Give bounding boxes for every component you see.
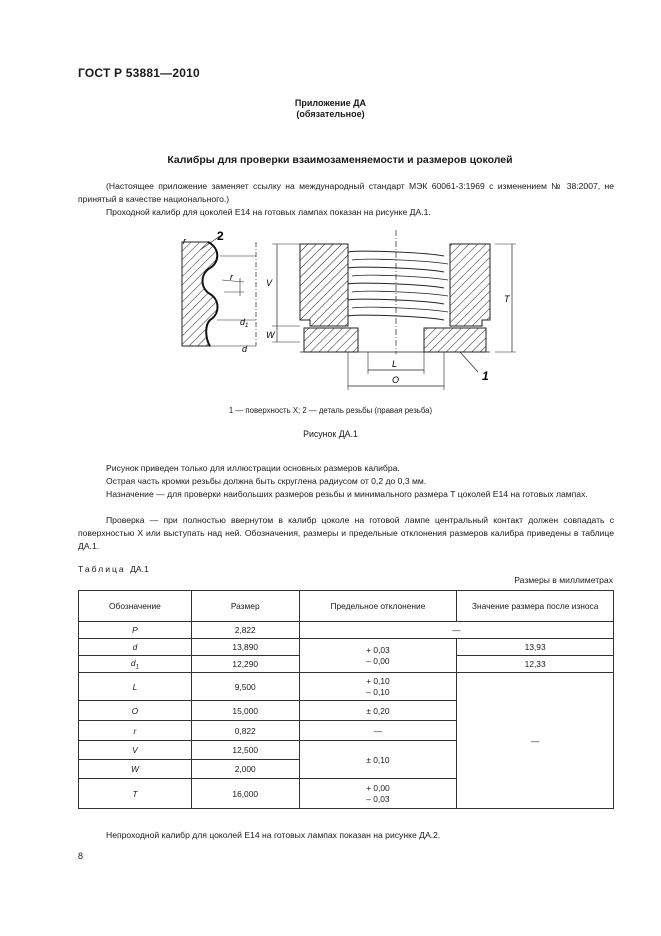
label-t: T <box>504 294 510 304</box>
cell-size: 15,000 <box>191 701 299 721</box>
table-header-row <box>79 591 614 622</box>
cell-size: 9,500 <box>191 673 299 701</box>
page-number: 8 <box>78 851 84 861</box>
label-d: d <box>242 344 248 354</box>
cell-symbol: P <box>79 622 192 639</box>
dimensions-table <box>78 590 614 809</box>
cell-symbol: r <box>79 721 192 741</box>
cell-deviation: ± 0,20 <box>299 701 457 721</box>
cell-size: 12,290 <box>191 656 299 673</box>
table-units: Размеры в миллиметрах <box>514 575 613 585</box>
label-r-top: r <box>183 236 186 246</box>
header-designation: Обозначение <box>79 591 192 622</box>
cell-size: 0,822 <box>191 721 299 741</box>
thread-detail <box>182 236 256 346</box>
cell-deviation: ± 0,10 <box>299 741 457 779</box>
label-1: 1 <box>482 369 489 383</box>
cell-wear: 13,93 <box>457 639 614 656</box>
intro-note: (Настоящее приложение заменяет ссылку на международный стандарт МЭК 60061-3:1969 с изменением № 38:2007, не принятый в качестве национального.) <box>78 181 614 204</box>
cell-wear: — <box>457 673 614 809</box>
header-size: Размер <box>191 591 299 622</box>
gauge-drawing <box>160 222 540 400</box>
cell-deviation: + 0,03 – 0,00 <box>299 639 457 673</box>
label-d1: $d_1$ <box>240 317 249 329</box>
cell-size: 12,500 <box>191 741 299 760</box>
body-paragraph-3: Назначение — для проверки наибольших размеров резьбы и минимального размера T цоколей Е14 на готовых лампах. <box>106 489 588 499</box>
cell-deviation: + 0,00 – 0,03 <box>299 779 457 809</box>
cell-symbol: $d_1$ <box>79 656 192 673</box>
cell-deviation: — <box>299 622 613 639</box>
label-w: W <box>266 330 275 340</box>
header-deviation: Предельное отклонение <box>299 591 457 622</box>
section-title: Калибры для проверки взаимозаменяемости и размеров цоколей <box>167 154 513 166</box>
cell-symbol: O <box>79 701 192 721</box>
table-row <box>79 622 614 639</box>
cell-size: 13,890 <box>191 639 299 656</box>
label-2: 2 <box>217 229 224 243</box>
label-r: r <box>230 272 233 282</box>
cell-symbol: T <box>79 779 192 809</box>
header-wear: Значение размера после износа <box>457 591 614 622</box>
body-paragraph-2: Острая часть кромки резьбы должна быть скруглена радиусом от 0,2 до 0,3 мм. <box>106 476 427 486</box>
cell-symbol: L <box>79 673 192 701</box>
document-id: ГОСТ Р 53881—2010 <box>78 66 200 80</box>
label-v: V <box>266 278 273 288</box>
cell-symbol: d <box>79 639 192 656</box>
label-l: L <box>392 359 398 369</box>
appendix-title: Приложение ДА <box>294 98 367 108</box>
cell-size: 2,000 <box>191 760 299 779</box>
cell-symbol: V <box>79 741 192 760</box>
cell-deviation: — <box>299 721 457 741</box>
cell-deviation: + 0,10 – 0,10 <box>299 673 457 701</box>
table-label: Таблица ДА.1 <box>78 564 149 574</box>
body-paragraph-1: Рисунок приведен только для иллюстрации основных размеров калибра. <box>106 463 400 473</box>
label-o: O <box>392 375 400 385</box>
cell-wear: 12,33 <box>457 656 614 673</box>
gauge-section <box>300 230 490 354</box>
footer-text: Непроходной калибр для цоколей Е14 на готовых лампах показан на рисунке ДА.2. <box>106 830 441 840</box>
table-row <box>79 673 614 701</box>
figure-caption: Рисунок ДА.1 <box>303 429 358 439</box>
cell-size: 2,822 <box>191 622 299 639</box>
figure-legend: 1 — поверхность X; 2 — деталь резьбы (правая резьба) <box>228 406 433 415</box>
table-row <box>79 639 614 656</box>
body-paragraph-4: Проверка — при полностью ввернутом в калибр цоколе на готовой лампе центральный контакт должен совпадать с поверхностью X или выступать над ней. Обозначения, размеры и предельные отклонения размеров калибра приведены в таблице ДА.1. <box>78 515 614 551</box>
cell-size: 16,000 <box>191 779 299 809</box>
cell-symbol: W <box>79 760 192 779</box>
intro-gauge-text: Проходной калибр для цоколей Е14 на готовых лампах показан на рисунке ДА.1. <box>106 207 431 217</box>
appendix-subtitle: (обязательное) <box>296 109 365 119</box>
